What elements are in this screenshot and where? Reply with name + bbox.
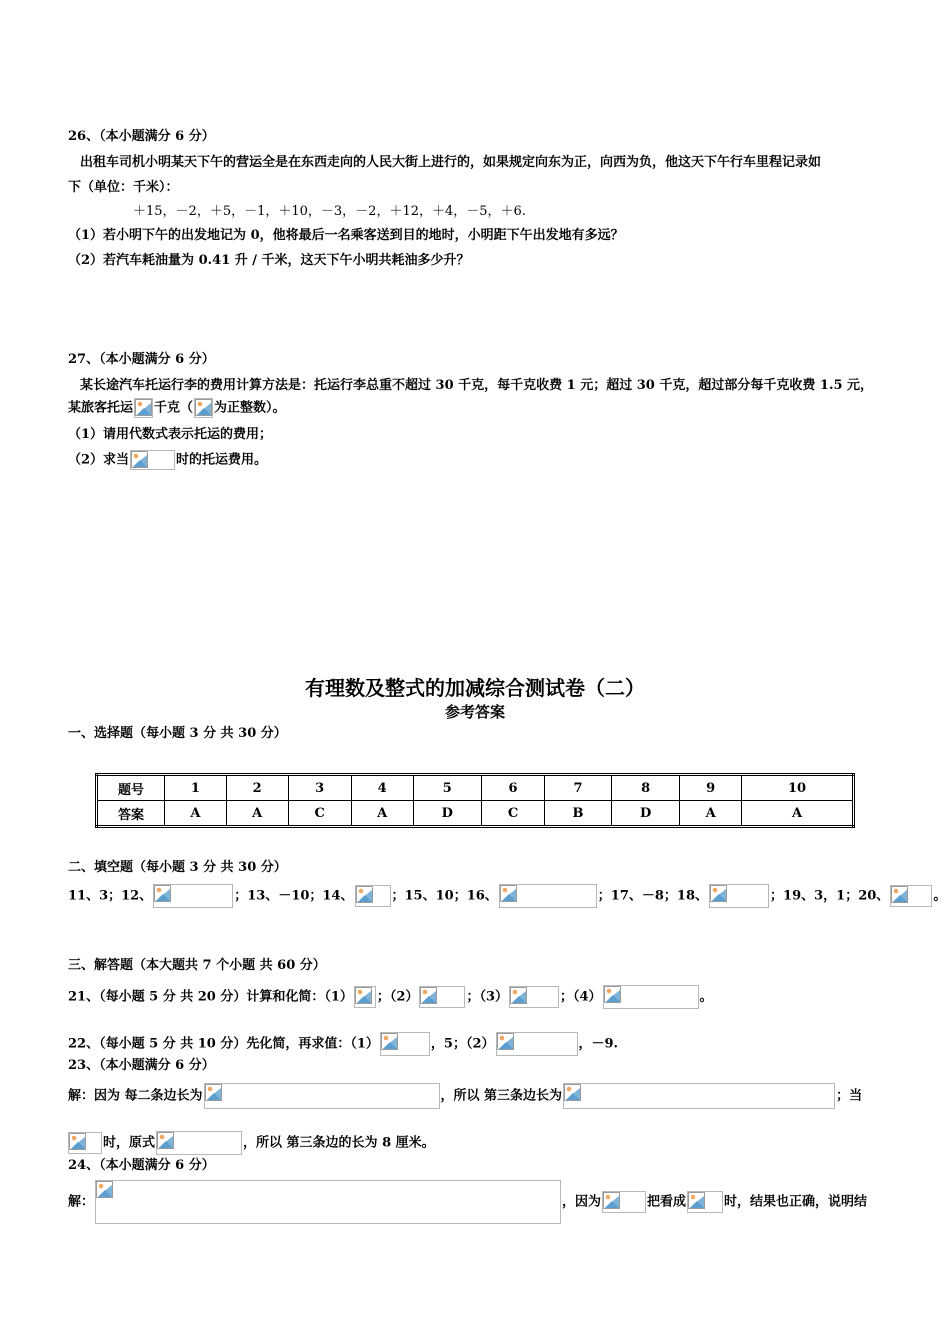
q23-heading: 23、（本小题满分 6 分） [68, 1058, 215, 1073]
formula-image-icon [380, 1032, 430, 1056]
q23-text: ，所以 第三条边的长为 8 厘米。 [243, 1135, 435, 1151]
q21-answer [68, 985, 713, 1009]
formula-image-icon [509, 986, 559, 1008]
answer-value: D [611, 801, 679, 827]
formula-image-icon [499, 884, 597, 908]
broken-image-icon [135, 399, 152, 416]
q27-text-part-c: 为正整数）。 [214, 400, 286, 416]
q24-text: 解： [68, 1194, 95, 1210]
formula-image-icon [496, 1032, 578, 1056]
answer-value: C [288, 801, 351, 827]
answer-value: A [742, 801, 854, 827]
question-number: 3 [288, 775, 351, 801]
q23-answer-line2 [68, 1131, 435, 1155]
fill-text: ；13、－10；14、 [234, 888, 354, 904]
q27-part2-a: （2）求当 [68, 452, 130, 468]
q23-text: ；当 [836, 1088, 863, 1104]
q26-text-line2: 下（单位：千米）： [68, 180, 179, 195]
question-number: 7 [545, 775, 612, 801]
formula-image-icon [709, 884, 769, 908]
formula-image-icon [153, 884, 233, 908]
formula-image-icon [419, 986, 465, 1008]
q27-text-part-b: 千克（ [154, 400, 194, 416]
fill-in-answers [68, 884, 946, 908]
q27-text-part-a: 某旅客托运 [68, 400, 134, 416]
broken-image-icon [131, 451, 148, 468]
broken-image-icon [420, 987, 437, 1004]
q21-text: ；（3） [466, 989, 508, 1005]
formula-image-icon [204, 1083, 440, 1109]
q27-heading: 27、（本小题满分 6 分） [68, 352, 215, 367]
q21-text: 21、（每小题 5 分 共 20 分）计算和化简：（1） [68, 989, 353, 1005]
answer-sheet-title: 有理数及整式的加减综合测试卷（二） [305, 676, 645, 700]
q22-text: ，5；（2） [430, 1036, 495, 1052]
formula-image-icon [355, 885, 391, 907]
question-number: 9 [680, 775, 742, 801]
answer-value: A [680, 801, 742, 827]
formula-image-icon [563, 1083, 835, 1109]
broken-image-icon [355, 987, 372, 1004]
q26-part2: （2）若汽车耗油量为 0.41 升 / 千米，这天下午小明共耗油多少升？ [68, 253, 470, 268]
broken-image-icon [603, 1192, 620, 1209]
q27-part2-b: 时的托运费用。 [176, 452, 268, 468]
question-number: 5 [413, 775, 481, 801]
answer-value: A [165, 801, 227, 827]
answer-value: D [413, 801, 481, 827]
answer-table-answer-row [97, 801, 854, 827]
formula-image-icon [603, 985, 699, 1009]
answer-value: B [545, 801, 612, 827]
broken-image-icon [510, 987, 527, 1004]
q23-text: ，所以 第三条边长为 [440, 1088, 563, 1104]
broken-image-icon [688, 1192, 705, 1209]
q21-text: ；（4） [560, 989, 602, 1005]
formula-image-icon [134, 398, 153, 418]
answer-table-header-row [97, 775, 854, 801]
broken-image-icon [497, 1033, 514, 1050]
q26-records: ＋15，－2，＋5，－1，＋10，－3，－2，＋12，＋4，－5，＋6. [133, 204, 526, 219]
q27-text-line2 [68, 398, 286, 418]
section1-heading: 一、选择题（每小题 3 分 共 30 分） [68, 726, 287, 741]
answer-table [95, 773, 855, 828]
answer-value: A [226, 801, 288, 827]
q24-text: ，因为 [562, 1194, 602, 1210]
fill-text: ；15、10；16、 [391, 888, 498, 904]
formula-image-icon [354, 986, 376, 1008]
q26-part1: （1）若小明下午的出发地记为 0，他将最后一名乘客送到目的地时，小明距下午出发地有多远？ [68, 228, 624, 243]
formula-image-icon [156, 1131, 242, 1155]
formula-image-icon [95, 1180, 561, 1224]
broken-image-icon [356, 886, 373, 903]
fill-text: 。 [933, 888, 947, 904]
q26-heading: 26、（本小题满分 6 分） [68, 129, 215, 144]
q27-text-line1: 某长途汽车托运行李的费用计算方法是：托运行李总重不超过 30 千克，每千克收费 1 元；超过 30 千克，超过部分每千克收费 1.5 元， [80, 378, 874, 393]
answer-value: A [351, 801, 413, 827]
section2-heading: 二、填空题（每小题 3 分 共 30 分） [68, 860, 287, 875]
formula-image-icon [602, 1191, 646, 1213]
question-number: 8 [611, 775, 679, 801]
q21-text: 。 [699, 989, 713, 1005]
formula-image-icon [68, 1132, 102, 1154]
formula-image-icon [194, 398, 213, 418]
q24-text: 把看成 [647, 1194, 687, 1210]
q22-text: 22、（每小题 5 分 共 10 分）先化简，再求值：（1） [68, 1036, 379, 1052]
formula-image-icon [687, 1191, 723, 1213]
broken-image-icon [69, 1133, 86, 1150]
question-number: 2 [226, 775, 288, 801]
broken-image-icon [157, 1132, 174, 1149]
header-label: 题号 [97, 775, 165, 801]
question-number: 4 [351, 775, 413, 801]
fill-text: ；17、－8；18、 [597, 888, 709, 904]
answer-label: 答案 [97, 801, 165, 827]
question-number: 10 [742, 775, 854, 801]
section3-heading: 三、解答题（本大题共 7 个小题 共 60 分） [68, 958, 326, 973]
broken-image-icon [381, 1033, 398, 1050]
broken-image-icon [604, 986, 621, 1003]
question-number: 1 [165, 775, 227, 801]
broken-image-icon [154, 885, 171, 902]
broken-image-icon [500, 885, 517, 902]
q23-text: 解：因为 每二条边长为 [68, 1088, 203, 1104]
q24-text: 时，结果也正确，说明结 [724, 1194, 868, 1210]
broken-image-icon [205, 1084, 222, 1101]
fill-text: ；19、3，1；20、 [770, 888, 890, 904]
q26-text-line1: 出租车司机小明某天下午的营运全是在东西走向的人民大街上进行的，如果规定向东为正，向西为负，他这天下午行车里程记录如 [80, 155, 822, 170]
q22-text: ，－9. [578, 1036, 619, 1052]
q24-answer [68, 1180, 867, 1224]
q24-heading: 24、（本小题满分 6 分） [68, 1158, 215, 1173]
broken-image-icon [710, 885, 727, 902]
broken-image-icon [195, 399, 212, 416]
answer-value: C [481, 801, 544, 827]
q27-part2 [68, 450, 267, 470]
formula-image-icon [130, 450, 175, 470]
q21-text: ；（2） [376, 989, 419, 1005]
q22-answer [68, 1032, 618, 1056]
broken-image-icon [564, 1084, 581, 1101]
question-number: 6 [481, 775, 544, 801]
q23-text: 时，原式 [103, 1135, 156, 1151]
answer-sheet-subtitle: 参考答案 [444, 703, 505, 721]
formula-image-icon [890, 885, 932, 907]
broken-image-icon [96, 1181, 113, 1198]
q27-part1: （1）请用代数式表示托运的费用； [68, 427, 273, 442]
broken-image-icon [891, 886, 908, 903]
fill-text: 11、3；12、 [68, 888, 153, 904]
q23-answer-line1 [68, 1083, 862, 1109]
